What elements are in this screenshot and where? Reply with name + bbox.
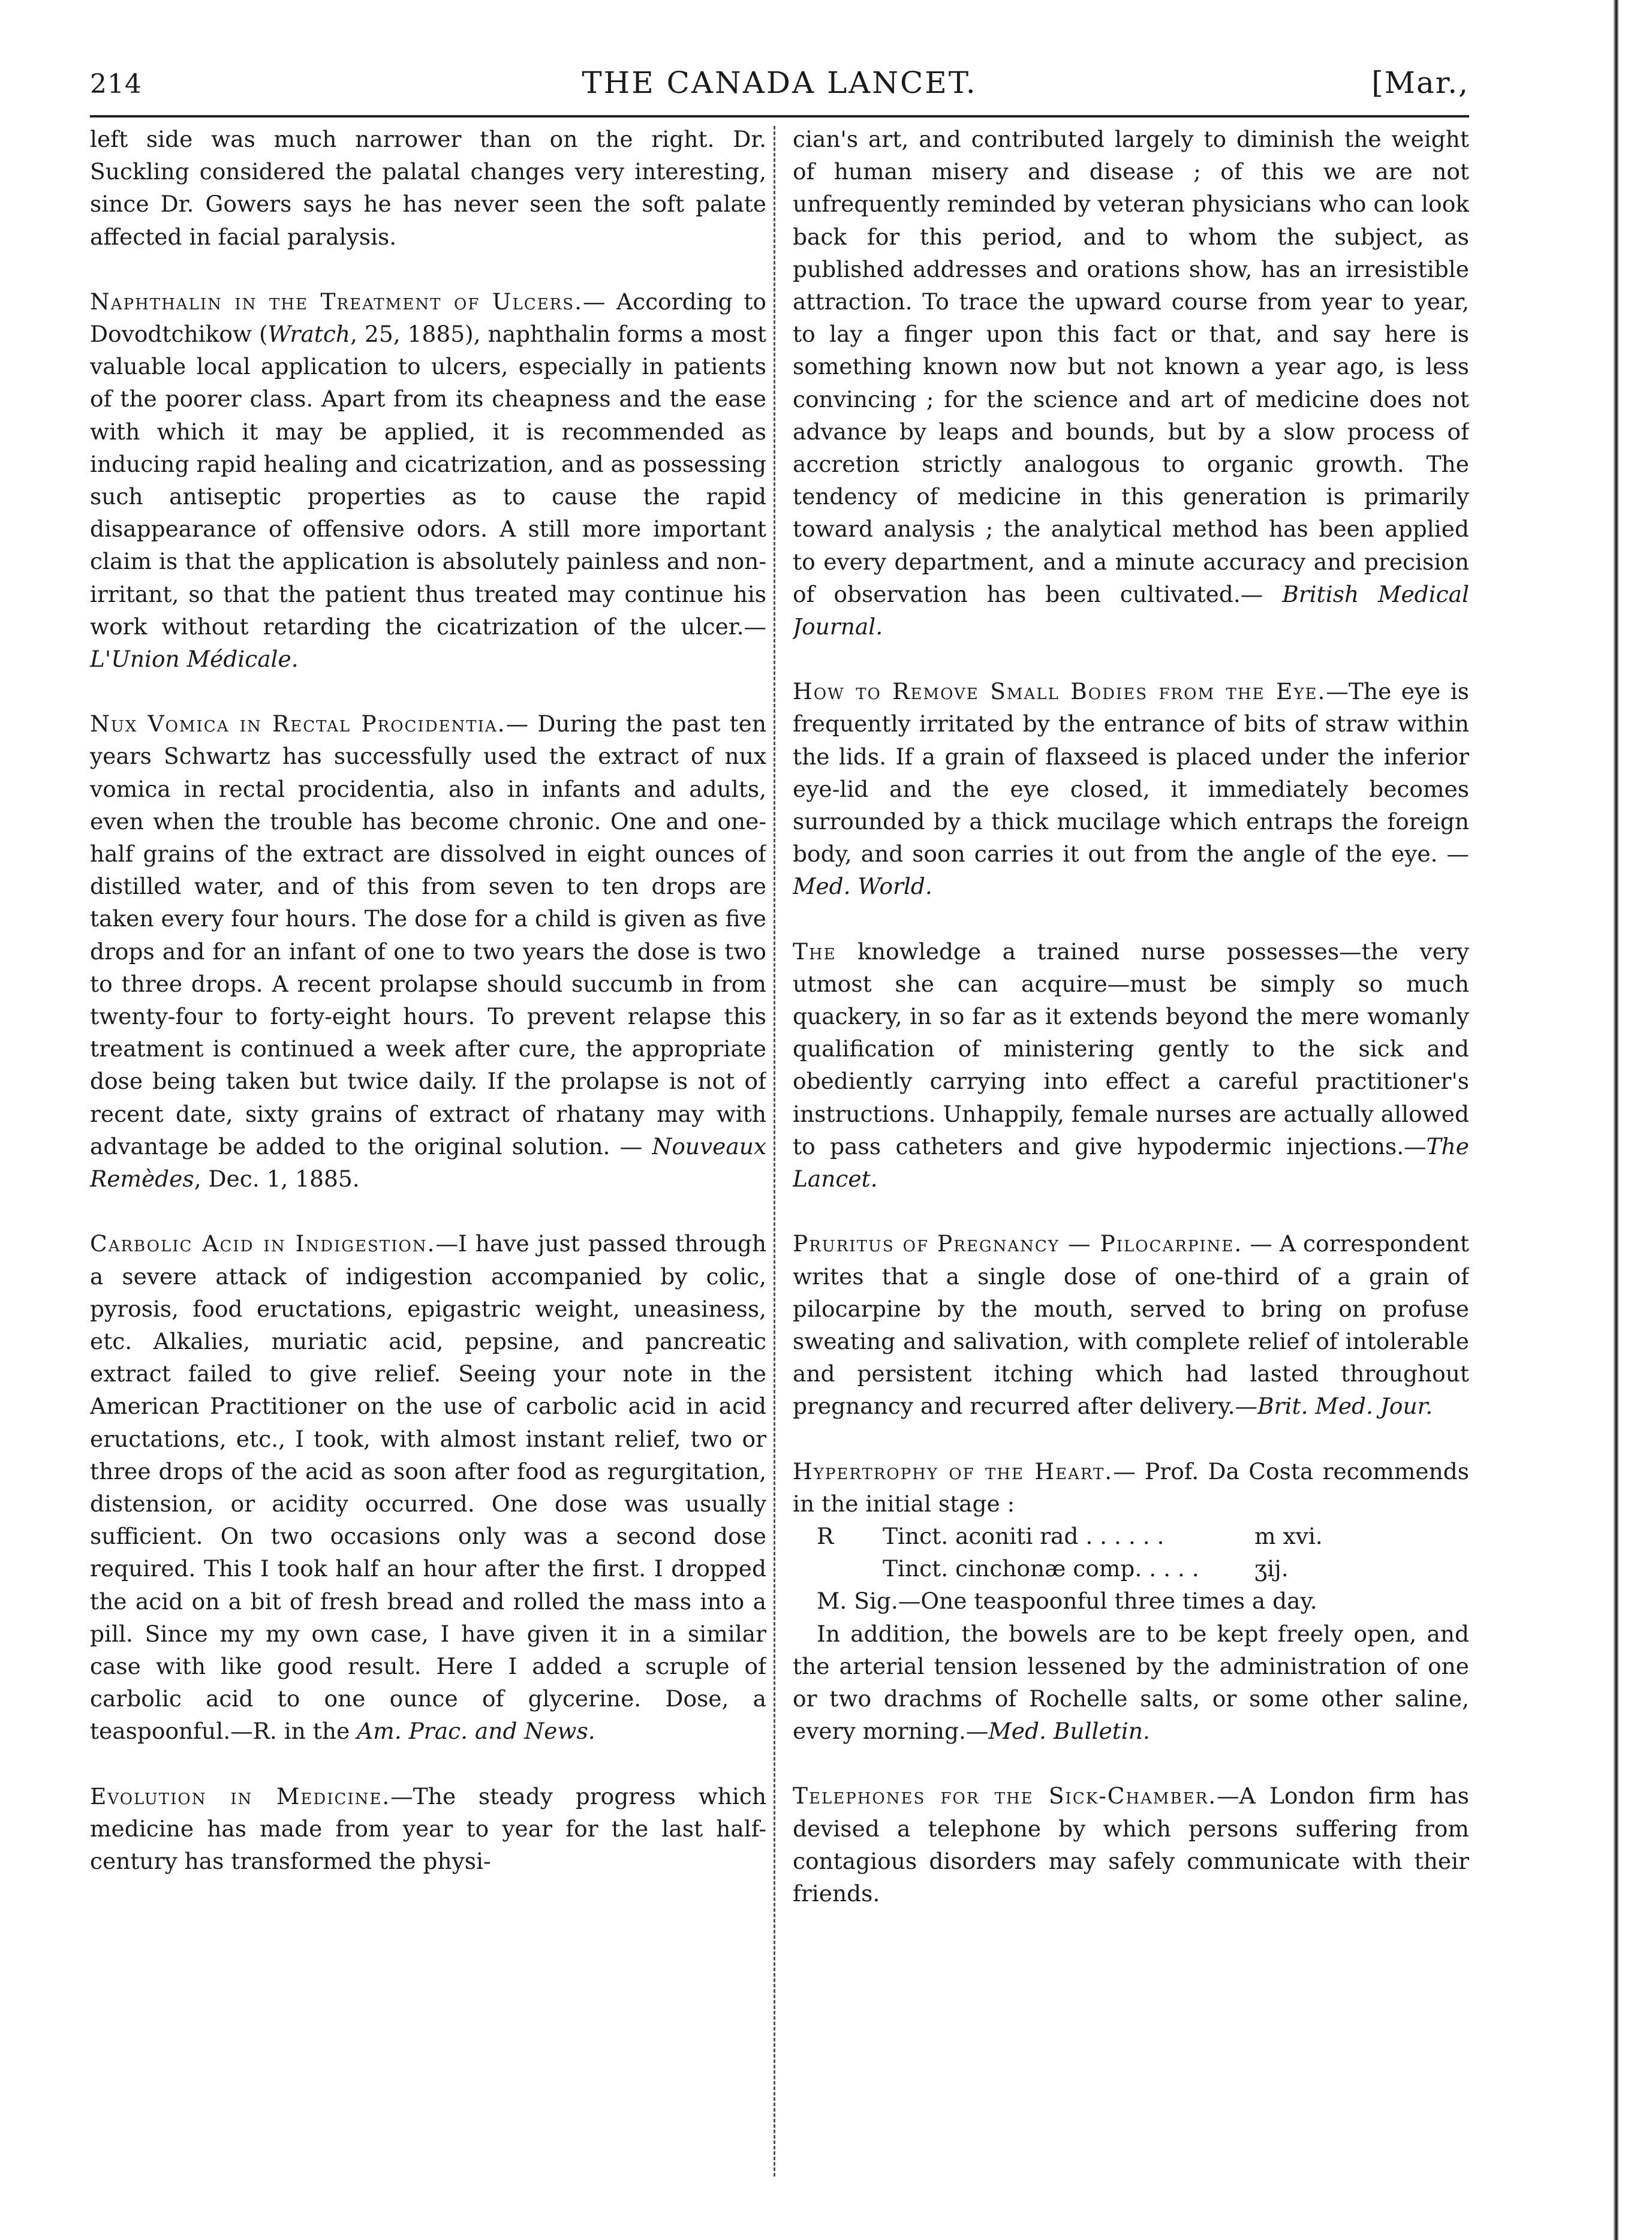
left-column: [90, 123, 766, 2131]
source-citation: Nouveaux Remèdes: [90, 1133, 766, 1193]
prescription-drug: Tinct. aconiti rad . . . . . .: [883, 1522, 1164, 1549]
article-body: — During the past ten years Schwartz has successfully used the extract of nux vomica in rectal procidentia, also in infants and adults, even when the trouble has become chronic. One and one-half grains of the extract are dissolved in eight ounces of distilled water, and of this from seven to ten drops are taken every four hours. The dose for a child is given as five drops and for an infant of one to two years the dose is two to three drops. A recent prolapse should succumb in from twenty-four to forty-eight hours. To prevent relapse this treatment is continued a week after cure, the appropriate dose being taken but twice daily. If the prolapse is not of recent date, sixty grains of extract of rhatany may with advantage be added to the original solution. —: [90, 710, 766, 1160]
prescription-signature: M. Sig.—One teaspoonful three times a day.: [817, 1588, 1317, 1615]
prescription-line: [793, 1552, 1469, 1585]
article-body: —The steady progress which medicine has made from year to year for the last half-century has transformed the physi-: [90, 1783, 766, 1874]
recipe-symbol: R: [817, 1522, 834, 1549]
running-title: THE CANADA LANCET.: [582, 65, 977, 100]
heart-intro: [793, 1455, 1469, 1520]
article-heading: Carbolic Acid in Indigestion.: [90, 1230, 436, 1257]
article-nurse: [793, 935, 1469, 1196]
article-body: , 25, 1885), naphthalin forms a most valuable local application to ulcers, especially in patients of the poorer class. Apart from its cheapness and the ease with which it may be applied, it is recommended as inducing rapid healing and cicatrization, and as possessing such antiseptic properties as to cause the rapid disappearance of offensive odors. A still more important claim is that the application is absolutely painless and non-irritant, so that the patient thus treated may continue his work without retarding the cicatrization of the ulcer.—: [90, 321, 766, 640]
prescription-line: [793, 1520, 1469, 1552]
article-body: — According to Dovodtchikow (: [90, 288, 766, 348]
right-column: [793, 123, 1469, 2131]
article-pruritus: [793, 1227, 1469, 1422]
article-heading: Hypertrophy of the Heart.: [793, 1458, 1114, 1485]
article-heading: Telephones for the Sick-Chamber.: [793, 1783, 1217, 1810]
article-body: knowledge a trained nurse possesses—the very utmost she can acquire—must be simply so much quackery, in so far as it extends beyond the mere womanly qualification of ministering gently to the sick and obediently carrying into effect a careful practitioner's instructions. Unhappily, female nurses are actually allowed to pass catheters and give hypodermic injections.—: [793, 938, 1469, 1160]
article-heading: Evolution in Medicine.: [90, 1783, 391, 1810]
column-divider: [774, 126, 775, 2176]
article-evolution: [90, 1780, 766, 1878]
article-body: In addition, the bowels are to be kept freely open, and the arterial tension lessened by the administration of one or two drachms of Rochelle salts, or some other saline, every morning.—: [793, 1620, 1469, 1745]
prescription-dose: ʒij.: [1254, 1555, 1289, 1582]
prescription-dose: m xvi.: [1254, 1522, 1323, 1549]
article-body: , Dec. 1, 1885.: [194, 1166, 360, 1193]
source-citation: Med. Bulletin.: [988, 1718, 1150, 1745]
heart-followup: [793, 1618, 1469, 1748]
header-rule: [90, 115, 1469, 118]
article-telephones: [793, 1780, 1469, 1910]
article-heading: Nux Vomica in Rectal Procidentia.: [90, 710, 506, 737]
source-citation: The Lancet.: [793, 1133, 1469, 1193]
article-body: —The eye is frequently irritated by the entrance of bits of straw within the lids. If a grain of flaxseed is placed under the inferior eye-lid and the eye closed, it immediately becomes surrounded by a thick mucilage which entraps the foreign body, and soon carries it out from the angle of the eye. —: [793, 678, 1469, 868]
article-body: —A London firm has devised a telephone by which persons suffering from contagious disorders may safely communicate with their friends.: [793, 1783, 1469, 1907]
article-heading: Pruritus of Pregnancy — Pilocarpine.: [793, 1230, 1243, 1257]
prescription: [793, 1520, 1469, 1618]
article-body: cian's art, and contributed largely to diminish the weight of human misery and disease ; of this we are not unfrequently reminded by veteran physicians who can look back for this period, and to whom the subject, as published addresses and orations show, has an irresistible attraction. To trace the upward course from year to year, to lay a finger upon this fact or that, and say here is something known now but not known a year ago, is less convincing ; for the science and art of medicine does not advance by leaps and bounds, but by a slow process of accretion strictly analogous to organic growth. The tendency of medicine in this generation is primarily toward analysis ; the analytical method has been applied to every department, and a minute accuracy and precision of observation has been cultivated.—: [793, 126, 1469, 607]
article-body: — A correspondent writes that a single dose of one-third of a grain of pilocarpine by the mouth, served to bring on profuse sweating and salivation, with complete relief of intolerable and persistent itching which had lasted throughout pregnancy and recurred after delivery.—: [793, 1230, 1469, 1420]
article-body: — Prof. Da Costa recommends in the initial stage :: [793, 1458, 1469, 1517]
article-eye: [793, 675, 1469, 902]
article-body: —I have just passed through a severe attack of indigestion accompanied by colic, pyrosis, food eructations, epigastric weight, uneasiness, etc. Alkalies, muriatic acid, pepsine, and pancreatic extract failed to give relief. Seeing your note in the American Practitioner on the use of carbolic acid in acid eructations, etc., I took, with almost instant relief, two or three drops of the acid as soon after food as regurgitation, distension, or acidity occurred. One dose was usually sufficient. On two occasions only was a second dose required. This I took half an hour after the first. I dropped the acid on a bit of fresh bread and rolled the mass into a pill. Since my my own case, I have given it in a similar case with like good result. Here I added a scruple of carbolic acid to one ounce of glycerine. Dose, a teaspoonful.—R. in the: [90, 1230, 766, 1745]
article-heart: [793, 1455, 1469, 1748]
article-heading: Naphthalin in the Treatment of Ulcers.: [90, 288, 583, 315]
recipe-spacer: [793, 1552, 883, 1585]
source-citation: British Medical Journal.: [793, 580, 1469, 640]
article-heading: How to Remove Small Bodies from the Eye.: [793, 678, 1326, 705]
prescription-drug: Tinct. cinchonæ comp. . . . .: [883, 1555, 1199, 1582]
article-nux-vomica: [90, 707, 766, 1195]
article-evolution-continued: [793, 123, 1469, 643]
source-citation: Wratch: [267, 321, 351, 348]
page-edge-line: [1613, 0, 1619, 2240]
article-carbolic-acid: [90, 1227, 766, 1747]
intro-text: left side was much narrower than on the right. Dr. Suckling considered the palatal changes very interesting, since Dr. Gowers says he has never seen the soft palate affected in facial paralysis.: [90, 126, 766, 250]
paragraph-intro: [90, 123, 766, 253]
page-number: 214: [90, 69, 142, 100]
source-citation: Med. World.: [793, 873, 932, 900]
issue-date: [Mar.,: [1371, 65, 1469, 100]
article-naphthalin: [90, 285, 766, 675]
source-citation: Brit. Med. Jour.: [1257, 1393, 1433, 1420]
running-header: [90, 63, 1469, 117]
article-lead-word: The: [793, 938, 836, 965]
source-citation: L'Union Médicale.: [90, 646, 299, 673]
source-citation: Am. Prac. and News.: [357, 1718, 595, 1745]
